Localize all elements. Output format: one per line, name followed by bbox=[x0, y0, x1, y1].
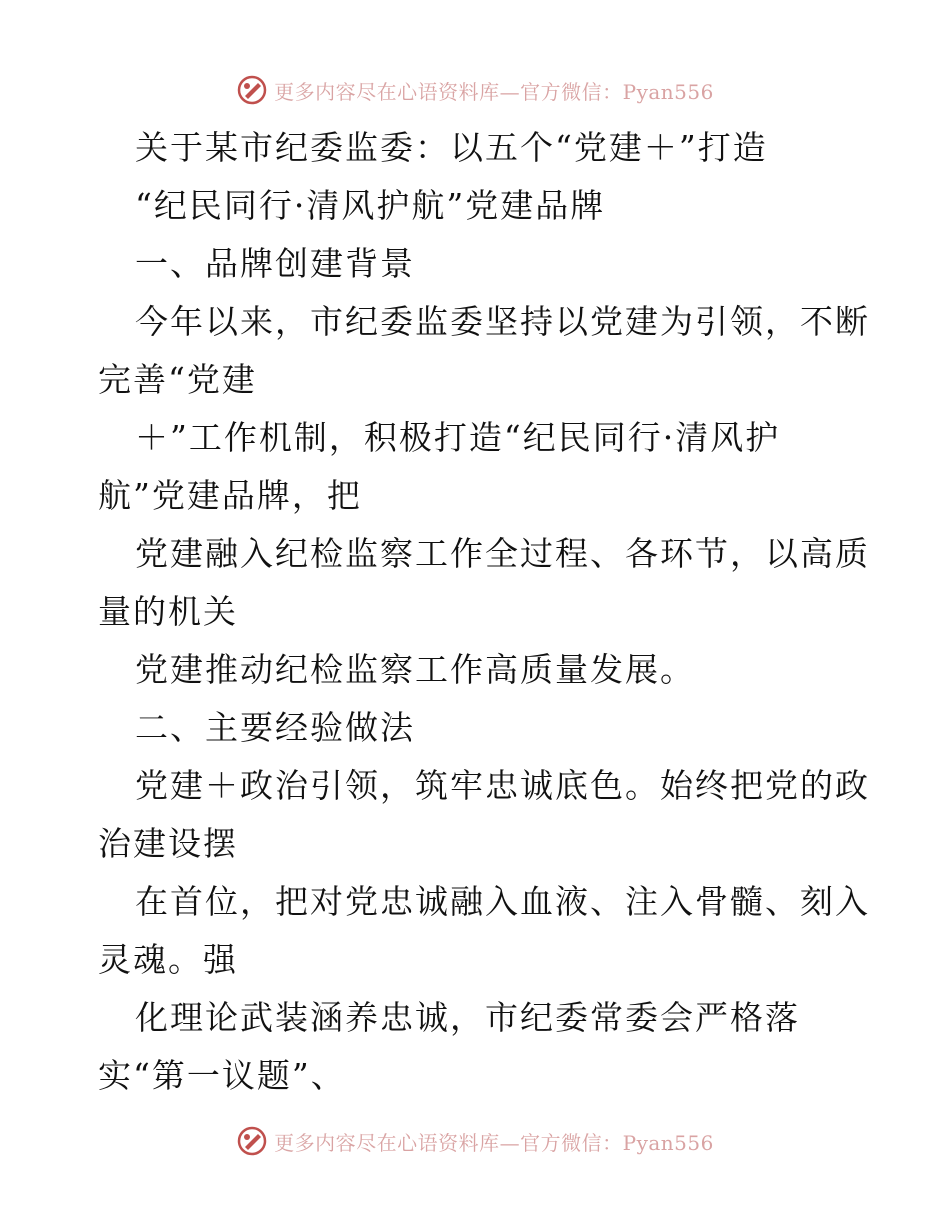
document-title-line-1: 关于某市纪委监委：以五个“党建＋”打造 bbox=[135, 128, 768, 167]
section-heading-practices: 二、主要经验做法 bbox=[135, 708, 415, 747]
document-title-line-2: “纪民同行·清风护航”党建品牌 bbox=[135, 186, 606, 225]
watermark-text: 更多内容尽在心语资料库—官方微信：Pyan556 bbox=[274, 1130, 714, 1155]
paragraph-line: 化理论武装涵养忠诚，市纪委常委会严格落 bbox=[135, 998, 800, 1037]
paragraph-line: 党建推动纪检监察工作高质量发展。 bbox=[135, 650, 695, 689]
footer-watermark bbox=[0, 1121, 950, 1161]
paragraph-line: 完善“党建 bbox=[98, 360, 257, 399]
paragraph-line: 量的机关 bbox=[98, 592, 238, 631]
paragraph-line: 实“第一议题”、 bbox=[98, 1056, 346, 1095]
watermark-logo-icon bbox=[236, 1125, 268, 1157]
watermark-logo-icon bbox=[236, 74, 268, 106]
paragraph-line: 灵魂。强 bbox=[98, 940, 238, 979]
paragraph-line: 治建设摆 bbox=[98, 824, 238, 863]
section-heading-background: 一、品牌创建背景 bbox=[135, 244, 415, 283]
watermark-text: 更多内容尽在心语资料库—官方微信：Pyan556 bbox=[274, 79, 714, 104]
header-watermark bbox=[0, 70, 950, 110]
paragraph-line: 航”党建品牌，把 bbox=[98, 476, 362, 515]
paragraph-line: ＋”工作机制，积极打造“纪民同行·清风护 bbox=[135, 418, 781, 457]
paragraph-line: 党建融入纪检监察工作全过程、各环节，以高质 bbox=[135, 534, 870, 573]
paragraph-line: 今年以来，市纪委监委坚持以党建为引领，不断 bbox=[135, 302, 870, 341]
paragraph-line: 党建＋政治引领，筑牢忠诚底色。始终把党的政 bbox=[135, 766, 870, 805]
paragraph-line: 在首位，把对党忠诚融入血液、注入骨髓、刻入 bbox=[135, 882, 870, 921]
